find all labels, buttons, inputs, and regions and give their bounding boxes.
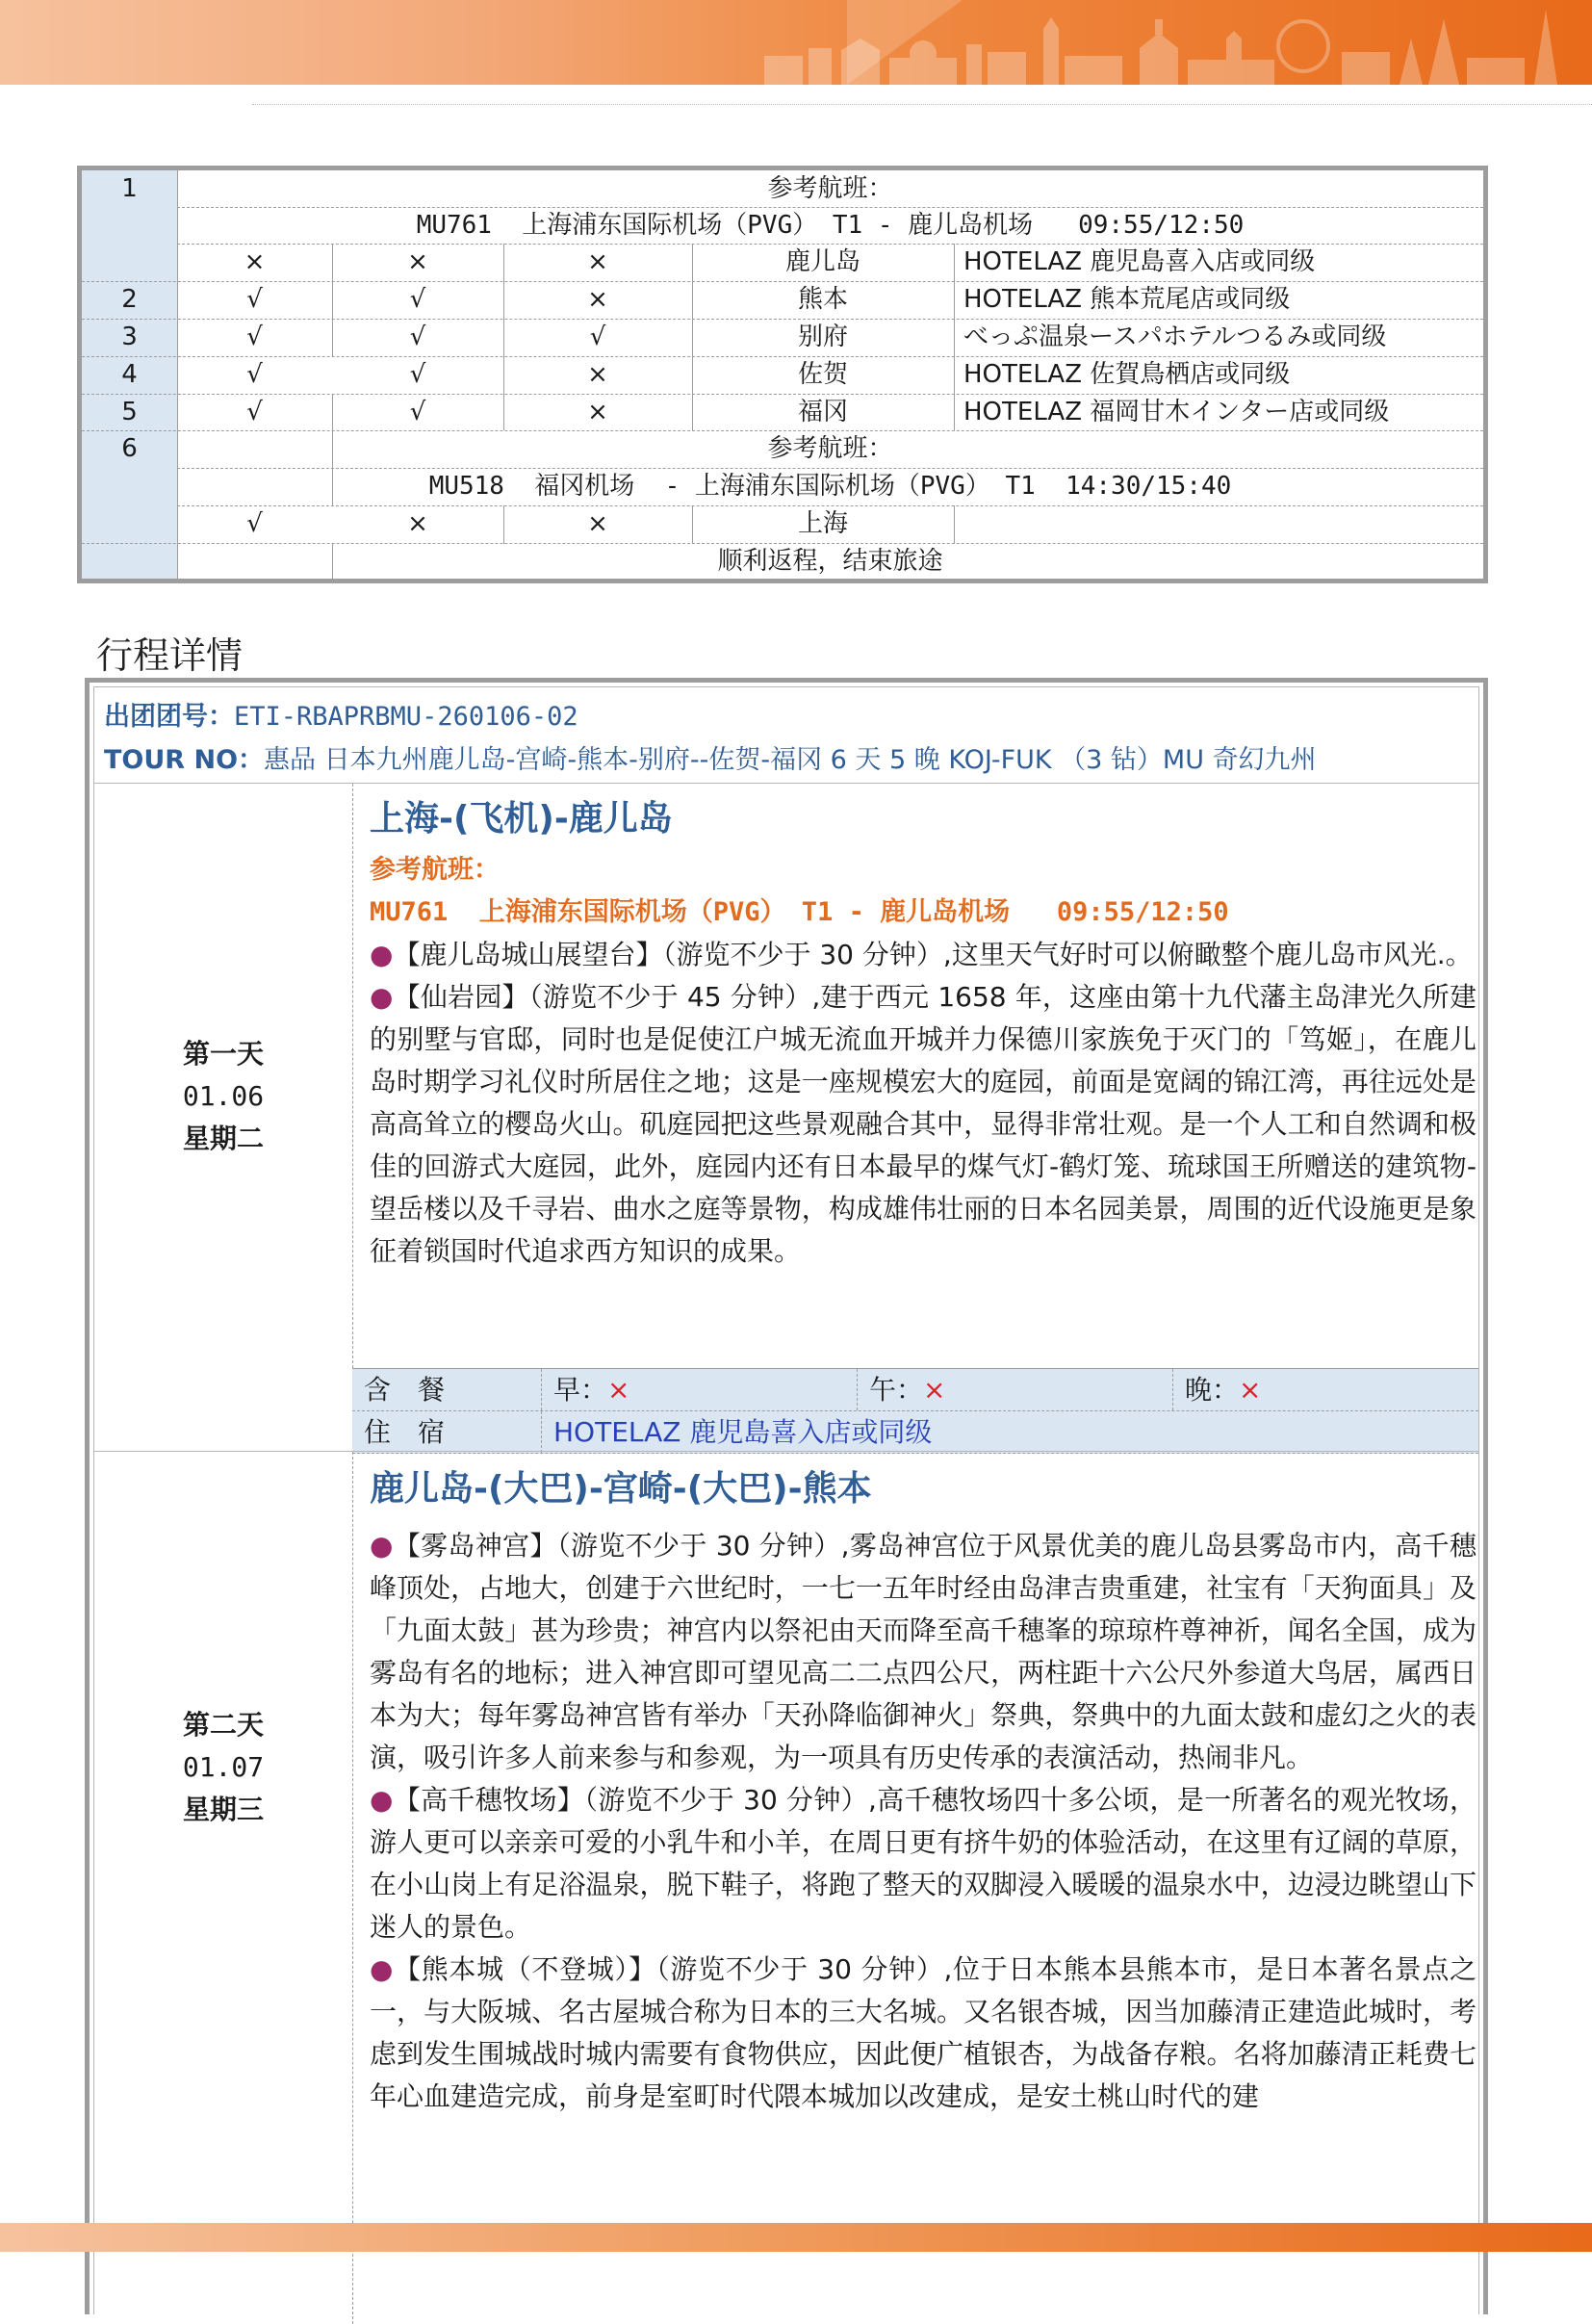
header-divider [252, 104, 1592, 105]
hotel-row [352, 1411, 1478, 1454]
attraction-paragraph [370, 976, 1476, 1273]
dinner-mark: × [587, 285, 608, 314]
hotel: HOTELAZ 熊本荒尾店或同级 [963, 285, 1291, 314]
day-number: 2 [121, 285, 138, 314]
meals-label: 含 餐 [364, 1374, 446, 1406]
section-title: 行程详情 [96, 634, 244, 677]
dinner-mark: × [587, 509, 608, 538]
table-divider [954, 394, 955, 430]
flight-title: 参考航班： [767, 434, 893, 463]
city: 鹿儿岛 [784, 247, 860, 276]
flight-title: 参考航班： [370, 855, 500, 885]
city: 佐贺 [797, 360, 848, 389]
cross-icon: × [923, 1374, 946, 1406]
day-route: 鹿儿岛-(大巴)-宫崎-(大巴)-熊本 [370, 1469, 872, 1509]
attraction-text: 【高千穗牧场】（游览不少于 30 分钟）,高千穗牧场四十多公顷，是一所著名的观光牧场，游人更可以亲亲可爱的小乳牛和小羊，在周日更有挤牛奶的体验活动，在这里有辽阔的草原，在小山岗上有足浴温泉，脱下鞋子，将跑了整天的双脚浸入暖暖的温泉水中，边浸边眺望山下迷人的景色。 [370, 1784, 1476, 1943]
lunch-mark: × [407, 509, 428, 538]
flight-line: MU518 福冈机场 - 上海浦东国际机场（PVG） T1 14:30/15:40 [428, 472, 1232, 501]
cross-icon: × [607, 1374, 630, 1406]
day-label [94, 1033, 352, 1160]
breakfast-mark: × [244, 247, 266, 276]
lunch-cell [857, 1369, 945, 1410]
group-number: ETI-RBAPRBMU-260106-02 [234, 702, 578, 732]
lunch-mark: √ [409, 360, 426, 389]
day-separator [94, 1451, 1478, 1452]
group-number-label: 出团团号： [104, 702, 234, 732]
attraction-text: 【仙岩园】（游览不少于 45 分钟）,建于西元 1658 年，这座由第十九代藩主岛津光久所建的别墅与官邸，同时也是促使江户城无流血开城并力保德川家族免于灭门的「笃姬」，在鹿儿岛时期学习礼仪时所居住之地；这是一座规模宏大的庭园，前面是宽阔的锦江湾，再往远处是高高耸立的樱岛火山。矶庭园把这些景观融合其中，显得非常壮观。是一个人工和自然调和极佳的回游式大庭园，此外，庭园内还有日本最早的煤气灯-鹤灯笼、琉球国王所赠送的建筑物-望岳楼以及千寻岩、曲水之庭等景物，构成雄伟壮丽的日本名园美景，周围的近代设施更是象征着锁国时代追求西方知识的成果。 [370, 981, 1476, 1267]
day-title: 第二天 [182, 1709, 264, 1741]
attraction-text: 【雾岛神宫】（游览不少于 30 分钟）,雾岛神宫位于风景优美的鹿儿岛县雾岛市内，高千穗峰顶处，占地大，创建于六世纪时，一七一五年时经由岛津吉贵重建，社宝有「天狗面具」及「九面太鼓」甚为珍贵；神宫内以祭祀由天而降至高千穗峯的琼琼杵尊神祈，闻名全国，成为雾岛有名的地标；进入神宫即可望见高二二点四公尺，两柱距十六公尺外参道大鸟居，属西日本为大；每年雾岛神宫皆有举办「天孙降临御神火」祭典，祭典中的九面太鼓和虚幻之火的表演，吸引许多人前来参与和参观，为一项具有历史传承的表演活动，热闹非凡。 [370, 1530, 1476, 1773]
bullet-icon: ● [370, 1530, 394, 1562]
day-number: 4 [121, 360, 138, 389]
city: 福冈 [797, 398, 848, 426]
attraction-text: 【熊本城（不登城）】（游览不少于 30 分钟）,位于日本熊本县熊本市，是日本著名景点之一，与大阪城、名古屋城合称为日本的三大名城。又名银杏城，因当加藤清正建造此城时，考虑到发生围城战时城内需要有食物供应，因此便广植银杏，为战备存粮。名将加藤清正耗费七年心血建造完成，前身是室町时代隈本城加以改建成，是安土桃山时代的建 [370, 1953, 1476, 2112]
bullet-icon: ● [370, 981, 394, 1013]
day-date: 01.07 [182, 1751, 265, 1783]
dinner-mark: √ [589, 323, 606, 351]
dinner-mark: × [587, 360, 608, 389]
flight-line: MU761 上海浦东国际机场（PVG） T1 - 鹿儿岛机场 09:55/12:50 [370, 897, 1229, 927]
breakfast-mark: √ [246, 398, 263, 426]
hotel: HOTELAZ 福岡甘木インター店或同级 [963, 398, 1390, 426]
dinner-mark: × [587, 398, 608, 426]
lunch-mark: × [407, 247, 428, 276]
day-weekday: 星期三 [182, 1794, 264, 1825]
hotel: HOTELAZ 佐賀鳥栖店或同级 [963, 360, 1291, 389]
header-banner [0, 0, 1592, 85]
dinner-cell [1172, 1369, 1261, 1410]
tour-number-label: TOUR NO： [104, 745, 265, 775]
cross-icon: × [1239, 1374, 1262, 1406]
trip-end-note: 顺利返程，结束旅途 [717, 547, 943, 576]
flight-title: 参考航班： [767, 174, 893, 203]
breakfast-mark: √ [246, 285, 263, 314]
day-number: 3 [121, 323, 138, 351]
header-separator [94, 783, 1478, 784]
meal-and-hotel-table [352, 1368, 1478, 1454]
table-divider [954, 505, 955, 544]
lunch-mark: √ [409, 285, 426, 314]
hotel: HOTELAZ 鹿児島喜入店或同级 [963, 247, 1316, 276]
attraction-paragraph [370, 1525, 1476, 1779]
hotel: べっぷ温泉ースパホテルつるみ或同级 [963, 323, 1387, 351]
breakfast-mark: √ [246, 509, 263, 538]
itinerary-summary-table [77, 166, 1488, 583]
tour-name: 惠品 日本九州鹿儿岛-宫崎-熊本-别府--佐贺-福冈 6 天 5 晚 KOJ-FUK （3 钻）MU 奇幻九州 [264, 745, 1317, 775]
city: 熊本 [797, 285, 848, 314]
lunch-mark: √ [409, 398, 426, 426]
day-date: 01.06 [182, 1080, 265, 1112]
city: 上海 [797, 509, 848, 538]
city-skyline-decoration [726, 0, 1592, 85]
attraction-paragraph [370, 934, 1476, 976]
day-number: 5 [121, 398, 138, 426]
day-label [94, 1704, 352, 1831]
attraction-paragraph [370, 1779, 1476, 1949]
dinner-label: 晚： [1185, 1374, 1240, 1406]
day-number: 6 [121, 434, 138, 463]
lunch-label: 午： [869, 1374, 924, 1406]
dinner-mark: × [587, 247, 608, 276]
bullet-icon: ● [370, 1953, 395, 1985]
hotel-label: 住 宿 [364, 1416, 446, 1448]
breakfast-cell [541, 1369, 629, 1410]
day-title: 第一天 [182, 1038, 264, 1070]
city: 别府 [797, 323, 848, 351]
detail-inner-frame [93, 686, 1479, 2314]
breakfast-label: 早： [553, 1374, 608, 1406]
flight-line: MU761 上海浦东国际机场（PVG） T1 - 鹿儿岛机场 09:55/12:50 [416, 211, 1245, 240]
lunch-mark: √ [409, 323, 426, 351]
day-number: 1 [121, 174, 138, 203]
breakfast-mark: √ [246, 323, 263, 351]
day-content [370, 1465, 1476, 2118]
breakfast-mark: √ [246, 360, 263, 389]
attraction-text: 【鹿儿岛城山展望台】（游览不少于 30 分钟）,这里天气好时可以俯瞰整个鹿儿岛市风光.。 [393, 939, 1473, 970]
bullet-icon: ● [370, 1784, 394, 1816]
footer-bar [0, 2223, 1592, 2252]
day-route: 上海-(飞机)-鹿儿岛 [370, 799, 673, 839]
itinerary-detail [85, 678, 1488, 2314]
tour-header [104, 695, 1317, 782]
day-content [370, 795, 1476, 1273]
day-column-divider [352, 1452, 353, 2324]
attraction-paragraph [370, 1949, 1476, 2118]
hotel-name: HOTELAZ 鹿児島喜入店或同级 [541, 1411, 932, 1453]
day-weekday: 星期二 [182, 1123, 264, 1154]
day-column-divider [352, 784, 353, 1426]
meals-row [352, 1369, 1478, 1411]
bullet-icon: ● [370, 939, 394, 970]
